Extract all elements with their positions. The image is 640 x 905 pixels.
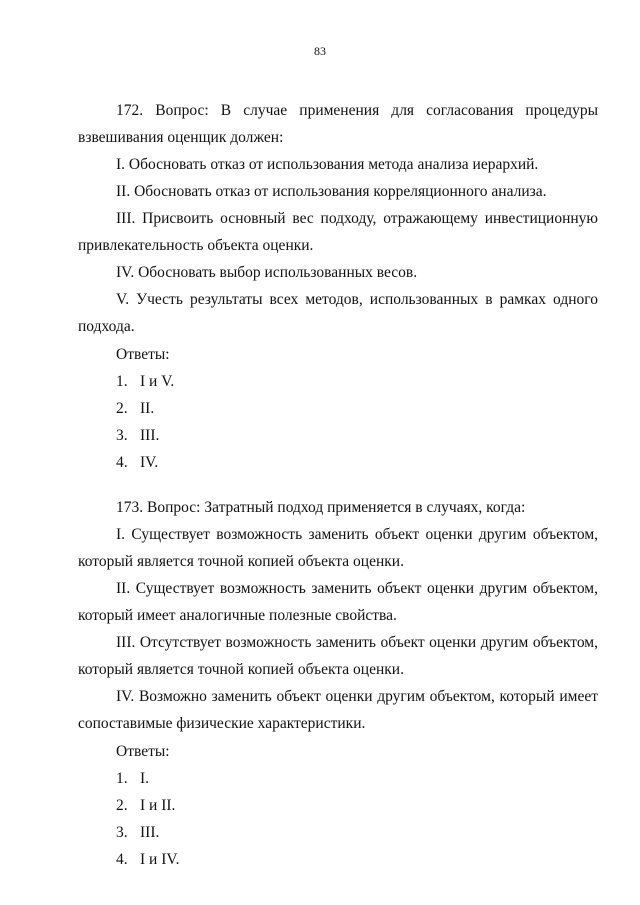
answer-item xyxy=(78,766,598,791)
option-item-line: подхода. xyxy=(78,318,135,335)
answers-label: Ответы: xyxy=(116,743,170,760)
option-item-line: II. Существует возможность заменить объект оценки другим объектом, xyxy=(116,580,598,597)
answer-text: I и II. xyxy=(140,797,176,814)
answer-number: 4. xyxy=(116,454,128,471)
option-item-line: V. Учесть результаты всех методов, использованных в рамках одного xyxy=(116,291,598,308)
answer-number: 1. xyxy=(116,373,128,390)
answer-item xyxy=(78,450,598,475)
question-stem-line: 172. Вопрос: В случае применения для согласования процедуры xyxy=(116,102,598,119)
option-item: I. Обосновать отказ от использования метода анализа иерархий. xyxy=(116,156,539,173)
answer-number: 2. xyxy=(116,400,128,417)
question-173 xyxy=(78,495,598,872)
answer-item xyxy=(78,423,598,448)
answer-item xyxy=(78,820,598,845)
answer-text: II. xyxy=(140,400,155,417)
answer-item xyxy=(78,793,598,818)
answer-item xyxy=(78,847,598,872)
answer-number: 3. xyxy=(116,824,128,841)
option-item: IV. Обосновать выбор использованных весов. xyxy=(116,264,418,281)
answer-number: 4. xyxy=(116,851,128,868)
answer-text: III. xyxy=(140,824,160,841)
answer-item xyxy=(78,396,598,421)
question-stem-line: взвешивания оценщик должен: xyxy=(78,129,284,146)
option-item: II. Обосновать отказ от использования корреляционного анализа. xyxy=(116,183,547,200)
option-item-line: III. Отсутствует возможность заменить объект оценки другим объектом, xyxy=(116,634,598,651)
answer-number: 1. xyxy=(116,770,128,787)
answer-number: 3. xyxy=(116,427,128,444)
answer-text: I. xyxy=(140,770,150,787)
question-stem-line: 173. Вопрос: Затратный подход применяется в случаях, когда: xyxy=(116,499,526,516)
question-172 xyxy=(78,98,598,475)
answer-number: 2. xyxy=(116,797,128,814)
option-item-line: I. Существует возможность заменить объект оценки другим объектом, xyxy=(116,526,598,543)
answer-text: IV. xyxy=(140,454,159,471)
answer-text: III. xyxy=(140,427,160,444)
option-item-line: IV. Возможно заменить объект оценки другим объектом, который имеет xyxy=(116,688,598,705)
option-item-line: который имеет аналогичные полезные свойства. xyxy=(78,607,397,624)
option-item-line: привлекательность объекта оценки. xyxy=(78,237,314,254)
option-item-line: III. Присвоить основный вес подходу, отражающему инвестиционную xyxy=(116,210,598,227)
option-item-line: сопоставимые физические характеристики. xyxy=(78,715,366,732)
answer-text: I и IV. xyxy=(140,851,180,868)
page-number: 83 xyxy=(314,44,326,58)
option-item-line: который является точной копией объекта оценки. xyxy=(78,553,404,570)
answer-text: I и V. xyxy=(140,373,175,390)
answers-label: Ответы: xyxy=(116,346,170,363)
answer-item xyxy=(78,369,598,394)
option-item-line: который является точной копией объекта оценки. xyxy=(78,661,404,678)
